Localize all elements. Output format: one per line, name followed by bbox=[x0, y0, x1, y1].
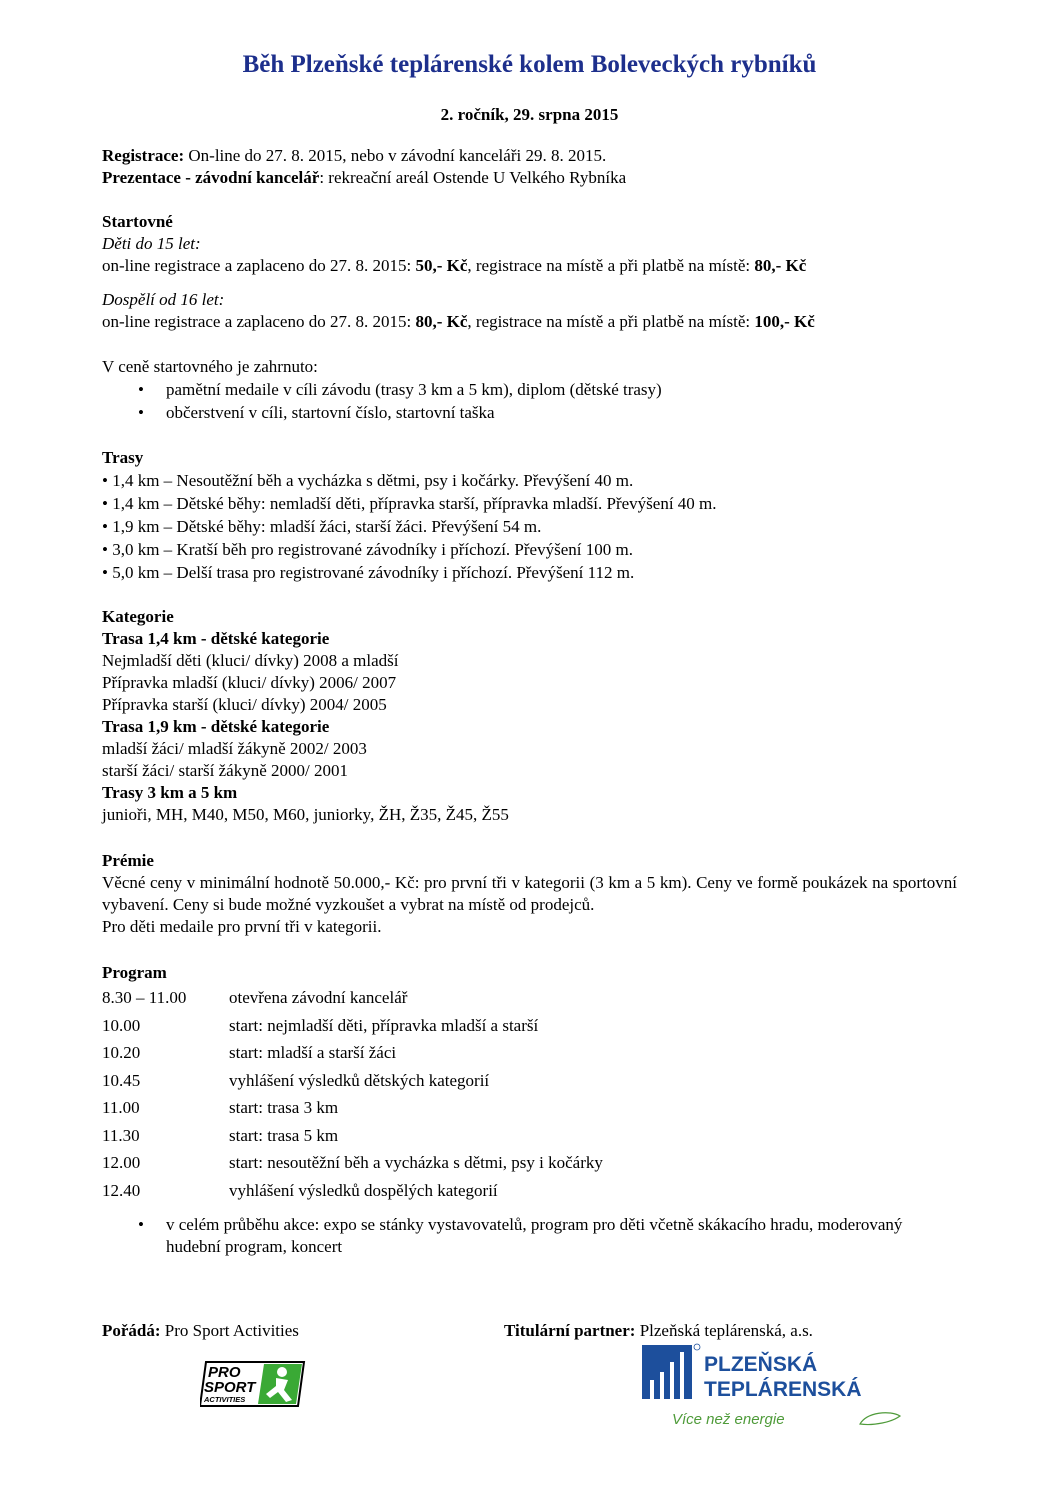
list-item: • 1,4 km – Nesoutěžní běh a vycházka s dětmi, psy i kočárky. Převýšení 40 m. bbox=[102, 471, 634, 490]
table-row: 8.30 – 11.00 otevřena závodní kancelář bbox=[102, 988, 408, 1007]
list-item: Přípravka starší (kluci/ dívky) 2004/ 2005 bbox=[102, 695, 387, 714]
table-row: 11.00 start: trasa 3 km bbox=[102, 1098, 339, 1117]
page-title: Běh Plzeňské teplárenské kolem Boleveckých rybníků bbox=[242, 51, 817, 78]
premie-heading: Prémie bbox=[102, 851, 154, 870]
dospeli-prices: on-line registrace a zaplaceno do 27. 8. 2015: 80,- Kč, registrace na místě a při platbě na místě: 100,- Kč bbox=[102, 312, 815, 331]
included-list bbox=[102, 378, 957, 424]
registration-block bbox=[102, 145, 957, 189]
table-row: 12.00 start: nesoutěžní běh a vycházka s dětmi, psy i kočárky bbox=[102, 1153, 603, 1172]
table-row: 11.30 start: trasa 5 km bbox=[102, 1125, 339, 1145]
premie-text-kids: Pro děti medaile pro první tři v kategorii. bbox=[102, 917, 382, 936]
plzenska-teplarenska-logo bbox=[642, 1342, 904, 1434]
category-group-heading: Trasy 3 km a 5 km bbox=[102, 783, 238, 802]
organizer: Pořádá: Pro Sport Activities bbox=[102, 1321, 299, 1340]
program-section bbox=[102, 962, 957, 1258]
pro-logo-text: SPORT bbox=[204, 1379, 256, 1396]
pt-logo-text: TEPLÁRENSKÁ bbox=[704, 1378, 862, 1401]
premie-text: Věcné ceny v minimální hodnotě 50.000,- Kč: pro první tři v kategorii (3 km a 5 km). Ceny ve formě poukázek na sportovní vybavení. Ceny si bude možné vyzkoušet a vybrat na místě od prodejců. bbox=[102, 873, 957, 914]
table-row: 10.20 start: mladší a starší žáci bbox=[102, 1043, 397, 1062]
list-item: • v celém průběhu akce: expo se stánky vystavovatelů, program pro děti včetně skákacího hradu, moderovaný hudební program, koncert bbox=[138, 1214, 958, 1258]
included-intro: V ceně startovného je zahrnuto: bbox=[102, 357, 318, 376]
list-item: starší žáci/ starší žákyně 2000/ 2001 bbox=[102, 761, 348, 780]
program-heading: Program bbox=[102, 963, 167, 982]
pro-sport-logo bbox=[200, 1360, 312, 1408]
kategorie-heading: Kategorie bbox=[102, 607, 174, 626]
list-item: Přípravka mladší (kluci/ dívky) 2006/ 2007 bbox=[102, 673, 397, 692]
table-row: 10.00 start: nejmladší děti, přípravka mladší a starší bbox=[102, 1015, 539, 1035]
list-item: • 1,4 km – Dětské běhy: nemladší děti, přípravka starší, přípravka mladší. Převýšení 40 m. bbox=[102, 494, 717, 513]
category-group-heading: Trasa 1,4 km - dětské kategorie bbox=[102, 629, 330, 648]
pro-logo-text: ACTIVITIES bbox=[204, 1395, 246, 1404]
leaf-icon bbox=[860, 1413, 900, 1425]
deti-label: Děti do 15 let: bbox=[102, 234, 201, 253]
category-group-heading: Trasa 1,9 km - dětské kategorie bbox=[102, 717, 330, 736]
trasy-section bbox=[102, 447, 957, 584]
startovne-heading: Startovné bbox=[102, 212, 173, 231]
list-item: • občerstvení v cíli, startovní číslo, startovní taška bbox=[138, 401, 957, 424]
program-table bbox=[102, 984, 957, 1204]
deti-prices: on-line registrace a zaplaceno do 27. 8. 2015: 50,- Kč, registrace na místě a při platbě na místě: 80,- Kč bbox=[102, 256, 807, 275]
list-item: • 3,0 km – Kratší běh pro registrované závodníky i příchozí. Převýšení 100 m. bbox=[102, 540, 633, 559]
document bbox=[102, 48, 957, 1258]
list-item: • 1,9 km – Dětské běhy: mladší žáci, starší žáci. Převýšení 54 m. bbox=[102, 517, 542, 536]
prezentace-line: Prezentace - závodní kancelář: rekreační areál Ostende U Velkého Rybníka bbox=[102, 168, 627, 187]
table-row: 10.45 vyhlášení výsledků dětských kategorií bbox=[102, 1070, 490, 1090]
subtitle: 2. ročník, 29. srpna 2015 bbox=[440, 105, 619, 124]
list-item: junioři, MH, M40, M50, M60, juniorky, ŽH, Ž35, Ž45, Ž55 bbox=[102, 805, 509, 824]
list-item: • 5,0 km – Delší trasa pro registrované závodníky i příchozí. Převýšení 112 m. bbox=[102, 563, 635, 582]
table-row: 12.40 vyhlášení výsledků dospělých kategorií bbox=[102, 1180, 498, 1200]
pt-logo-text: PLZEŇSKÁ bbox=[704, 1353, 818, 1376]
title-partner: Titulární partner: Plzeňská teplárenská, a.s. bbox=[504, 1321, 813, 1340]
startovne-section bbox=[102, 211, 957, 424]
list-item: Nejmladší děti (kluci/ dívky) 2008 a mladší bbox=[102, 651, 399, 670]
pro-logo-text: PRO bbox=[208, 1364, 241, 1381]
dospeli-label: Dospělí od 16 let: bbox=[102, 290, 225, 309]
premie-section bbox=[102, 850, 957, 938]
trasy-heading: Trasy bbox=[102, 448, 144, 467]
program-note-list bbox=[102, 1214, 958, 1258]
registrace-line: Registrace: On-line do 27. 8. 2015, nebo v závodní kanceláři 29. 8. 2015. bbox=[102, 146, 607, 165]
pt-slogan: Více než energie bbox=[672, 1411, 785, 1428]
list-item: • pamětní medaile v cíli závodu (trasy 3 km a 5 km), diplom (dětské trasy) bbox=[138, 378, 957, 401]
kategorie-section bbox=[102, 606, 957, 826]
list-item: mladší žáci/ mladší žákyně 2002/ 2003 bbox=[102, 739, 367, 758]
